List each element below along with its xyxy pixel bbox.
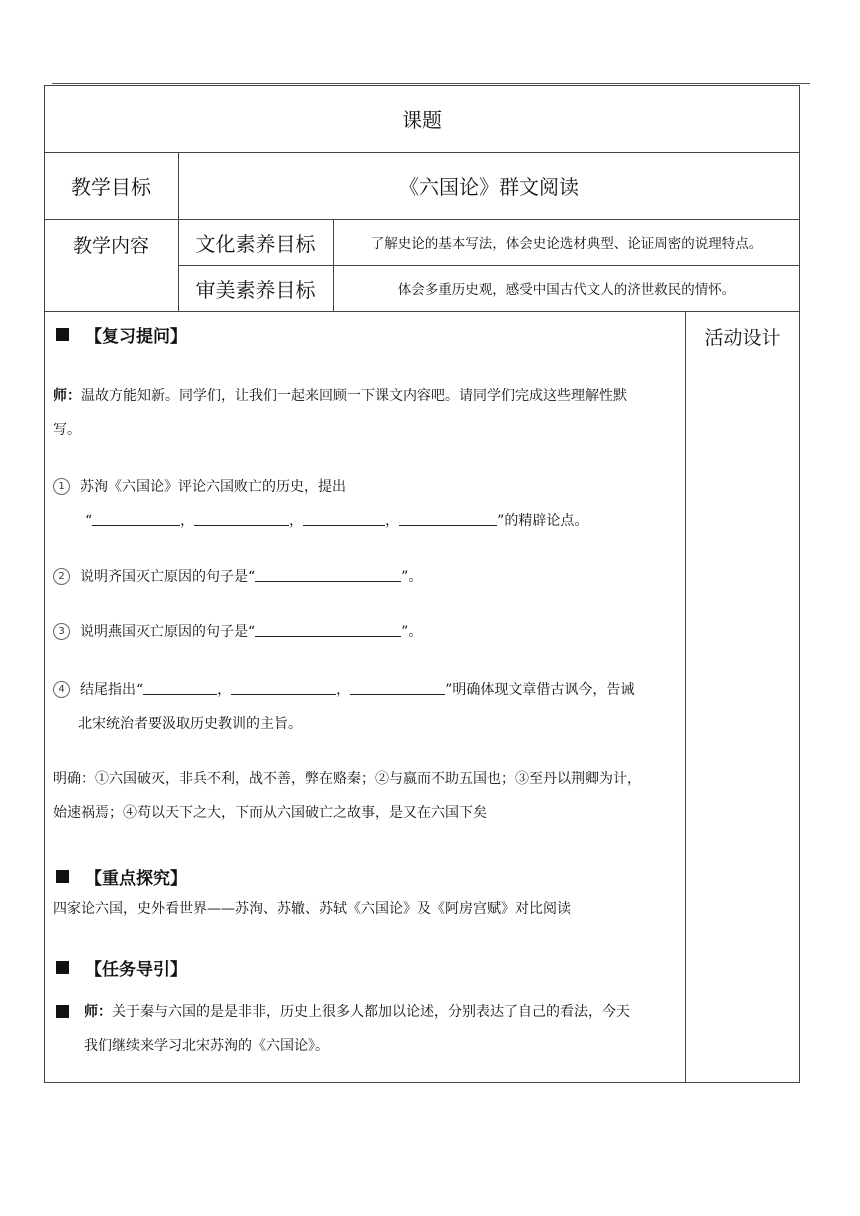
quote-close: ”。 [401,624,423,640]
separator: ， [385,513,400,529]
review-teacher-paragraph [53,379,683,447]
topic-label: 课题 [402,108,442,132]
answer-blank [92,511,180,526]
question-number: 1 [53,478,70,495]
square-bullet-icon [56,1005,69,1018]
review-answer [53,762,683,830]
question-1 [53,470,683,538]
row-divider [44,311,800,312]
task-heading-text: 【任务导引】 [85,960,187,980]
culture-label: 文化素养目标 [195,231,316,256]
header-rule [52,83,810,84]
answer-blank [143,680,217,695]
quote-close: ”明确体现文章借古讽今，告诫 [445,682,635,698]
quote-open: “ [85,513,93,529]
separator: ， [180,513,195,529]
teacher-label: 师： [84,1004,112,1020]
question-number: 2 [53,568,70,585]
task-text-line1: 关于秦与六国的是是非非，历史上很多人都加以论述，分别表达了自己的看法，今天 [112,1004,630,1020]
activity-label: 活动设计 [704,326,781,349]
content-label: 教学内容 [72,234,149,257]
goal-label: 教学目标 [71,175,151,199]
quote-close: ”的精辟论点。 [497,513,589,529]
question-text: 说明燕国灭亡原因的句子是“ [80,624,256,640]
focus-heading-text: 【重点探究】 [85,869,187,889]
question-3 [53,615,683,649]
answer-blank [399,511,497,526]
answer-line2: 始速祸焉；④苟以天下之大，下而从六国破亡之故事，是又在六国下矣 [53,805,487,821]
goal-value: 《六国论》群文阅读 [399,175,579,199]
quote-close: ”。 [401,569,423,585]
question-text: 苏洵《六国论》评论六国败亡的历史，提出 [80,479,346,495]
question-text: 说明齐国灭亡原因的句子是“ [80,569,256,585]
square-bullet-icon [56,870,69,883]
question-text-line2: 北宋统治者要汲取历史教训的主旨。 [78,716,302,732]
review-heading-text: 【复习提问】 [85,327,187,347]
question-4 [53,673,683,741]
column-divider [685,311,686,1083]
answer-blank [194,511,289,526]
teacher-label: 师： [53,388,81,404]
answer-blank [255,622,401,637]
task-text-line2: 我们继续来学习北宋苏洵的《六国论》。 [84,1038,329,1054]
focus-heading [56,864,187,889]
separator: ， [289,513,304,529]
question-number: 4 [53,681,70,698]
question-2 [53,560,683,594]
square-bullet-icon [56,961,69,974]
teacher-text-line2: 写。 [53,422,81,438]
answer-blank [350,680,445,695]
aesthetic-value: 体会多重历史观，感受中国古代文人的济世救民的情怀。 [397,282,736,298]
answer-blank [255,567,401,582]
task-paragraph [84,995,684,1063]
answer-line1: 明确：①六国破灭，非兵不利，战不善，弊在赂秦；②与嬴而不助五国也；③至丹以荆卿为计， [53,771,641,787]
question-text: 结尾指出“ [80,682,144,698]
culture-value: 了解史论的基本写法，体会史论选材典型、论证周密的说理特点。 [370,236,763,252]
question-number: 3 [53,623,70,640]
square-bullet-icon [56,328,69,341]
review-heading [56,322,187,347]
answer-blank [303,511,385,526]
separator: ， [336,682,351,698]
aesthetic-label: 审美素养目标 [195,277,316,302]
answer-blank [231,680,336,695]
separator: ， [217,682,232,698]
teacher-text-line1: 温故方能知新。同学们，让我们一起来回顾一下课文内容吧。请同学们完成这些理解性默 [81,388,627,404]
task-heading [56,955,187,980]
focus-text: 四家论六国，史外看世界——苏洵、苏辙、苏轼《六国论》及《阿房宫赋》对比阅读 [53,901,571,917]
